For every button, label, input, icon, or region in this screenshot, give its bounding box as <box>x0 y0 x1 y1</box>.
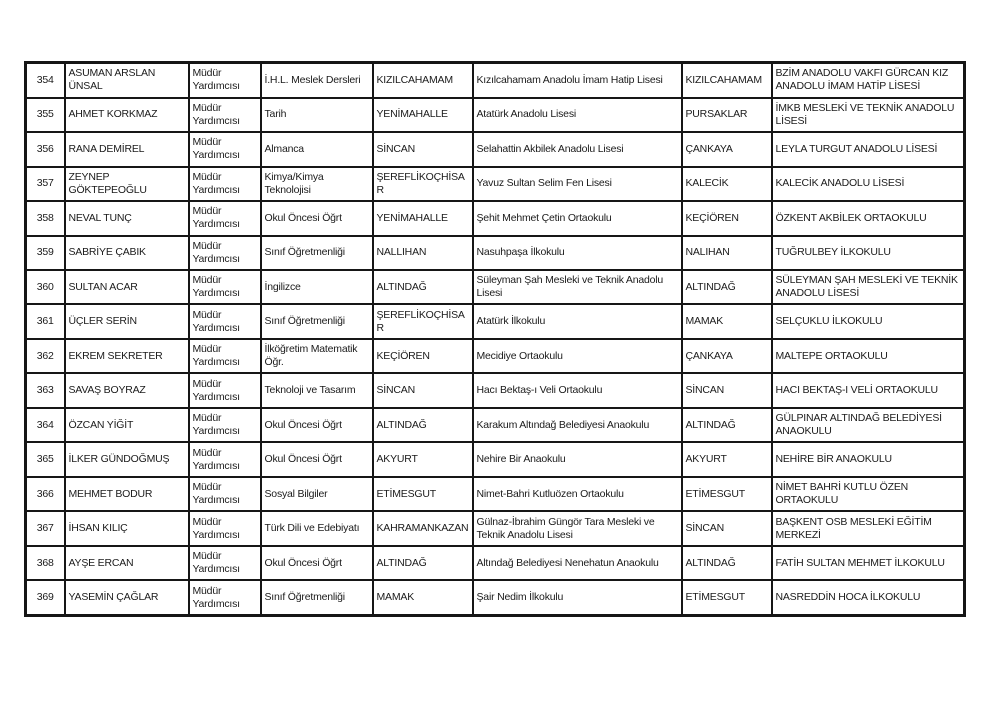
cell-district-from: ETİMESGUT <box>373 477 473 511</box>
cell-title: Müdür Yardımcısı <box>189 477 261 511</box>
cell-school-from: Mecidiye Ortaokulu <box>473 339 682 373</box>
cell-no: 356 <box>26 132 65 166</box>
cell-name: ASUMAN ARSLAN ÜNSAL <box>65 63 189 98</box>
cell-name: AYŞE ERCAN <box>65 546 189 580</box>
cell-district-to: NALIHAN <box>682 236 772 270</box>
cell-branch: Okul Öncesi Öğrt <box>261 546 373 580</box>
cell-district-from: KIZILCAHAMAM <box>373 63 473 98</box>
cell-branch: Okul Öncesi Öğrt <box>261 201 373 235</box>
cell-name: İLKER GÜNDOĞMUŞ <box>65 442 189 476</box>
cell-no: 359 <box>26 236 65 270</box>
cell-school-to: GÜLPINAR ALTINDAĞ BELEDİYESİ ANAOKULU <box>772 408 965 442</box>
cell-title: Müdür Yardımcısı <box>189 304 261 338</box>
cell-branch: Türk Dili ve Edebiyatı <box>261 511 373 545</box>
cell-district-to: PURSAKLAR <box>682 98 772 132</box>
cell-school-to: BZİM ANADOLU VAKFI GÜRCAN KIZ ANADOLU İMAM HATİP LİSESİ <box>772 63 965 98</box>
cell-name: SABRİYE ÇABIK <box>65 236 189 270</box>
cell-district-to: KIZILCAHAMAM <box>682 63 772 98</box>
cell-school-from: Yavuz Sultan Selim Fen Lisesi <box>473 167 682 201</box>
cell-title: Müdür Yardımcısı <box>189 546 261 580</box>
cell-no: 369 <box>26 580 65 615</box>
cell-no: 360 <box>26 270 65 304</box>
cell-school-to: NEHİRE BİR ANAOKULU <box>772 442 965 476</box>
cell-branch: İ.H.L. Meslek Dersleri <box>261 63 373 98</box>
cell-name: SAVAŞ BOYRAZ <box>65 373 189 407</box>
cell-district-to: ÇANKAYA <box>682 132 772 166</box>
cell-school-to: BAŞKENT OSB MESLEKİ EĞİTİM MERKEZİ <box>772 511 965 545</box>
cell-name: EKREM SEKRETER <box>65 339 189 373</box>
table-row <box>26 408 965 442</box>
cell-school-to: KALECİK ANADOLU LİSESİ <box>772 167 965 201</box>
cell-title: Müdür Yardımcısı <box>189 408 261 442</box>
cell-title: Müdür Yardımcısı <box>189 580 261 615</box>
assignment-table-container <box>24 61 963 617</box>
cell-school-to: SELÇUKLU İLKOKULU <box>772 304 965 338</box>
cell-school-from: Selahattin Akbilek Anadolu Lisesi <box>473 132 682 166</box>
cell-branch: Okul Öncesi Öğrt <box>261 408 373 442</box>
cell-school-to: NASREDDİN HOCA İLKOKULU <box>772 580 965 615</box>
cell-no: 355 <box>26 98 65 132</box>
cell-school-from: Hacı Bektaş-ı Veli Ortaokulu <box>473 373 682 407</box>
cell-title: Müdür Yardımcısı <box>189 201 261 235</box>
table-row <box>26 236 965 270</box>
cell-district-to: ALTINDAĞ <box>682 270 772 304</box>
cell-school-to: ÖZKENT AKBİLEK ORTAOKULU <box>772 201 965 235</box>
cell-school-to: MALTEPE ORTAOKULU <box>772 339 965 373</box>
cell-name: ÜÇLER SERİN <box>65 304 189 338</box>
table-row <box>26 63 965 98</box>
cell-title: Müdür Yardımcısı <box>189 132 261 166</box>
cell-school-to: TUĞRULBEY İLKOKULU <box>772 236 965 270</box>
cell-school-to: LEYLA TURGUT ANADOLU LİSESİ <box>772 132 965 166</box>
cell-branch: Okul Öncesi Öğrt <box>261 442 373 476</box>
cell-district-from: AKYURT <box>373 442 473 476</box>
cell-district-from: KEÇİÖREN <box>373 339 473 373</box>
cell-title: Müdür Yardımcısı <box>189 339 261 373</box>
cell-no: 368 <box>26 546 65 580</box>
cell-no: 367 <box>26 511 65 545</box>
cell-no: 357 <box>26 167 65 201</box>
cell-school-from: Kızılcahamam Anadolu İmam Hatip Lisesi <box>473 63 682 98</box>
cell-no: 363 <box>26 373 65 407</box>
cell-district-from: ŞEREFLİKOÇHİSAR <box>373 167 473 201</box>
table-row <box>26 201 965 235</box>
cell-district-to: KEÇİÖREN <box>682 201 772 235</box>
cell-school-from: Nehire Bir Anaokulu <box>473 442 682 476</box>
cell-name: SULTAN ACAR <box>65 270 189 304</box>
cell-school-from: Nimet-Bahri Kutluözen Ortaokulu <box>473 477 682 511</box>
cell-name: NEVAL TUNÇ <box>65 201 189 235</box>
cell-no: 362 <box>26 339 65 373</box>
table-row <box>26 98 965 132</box>
cell-title: Müdür Yardımcısı <box>189 270 261 304</box>
cell-name: AHMET KORKMAZ <box>65 98 189 132</box>
cell-school-from: Nasuhpaşa İlkokulu <box>473 236 682 270</box>
cell-district-from: ALTINDAĞ <box>373 408 473 442</box>
cell-district-to: ÇANKAYA <box>682 339 772 373</box>
cell-title: Müdür Yardımcısı <box>189 98 261 132</box>
cell-district-to: ETİMESGUT <box>682 580 772 615</box>
cell-title: Müdür Yardımcısı <box>189 63 261 98</box>
cell-title: Müdür Yardımcısı <box>189 236 261 270</box>
cell-branch: İlköğretim Matematik Öğr. <box>261 339 373 373</box>
cell-district-from: ALTINDAĞ <box>373 546 473 580</box>
cell-district-to: SİNCAN <box>682 373 772 407</box>
cell-district-from: ALTINDAĞ <box>373 270 473 304</box>
cell-district-to: ETİMESGUT <box>682 477 772 511</box>
cell-name: ZEYNEP GÖKTEPEOĞLU <box>65 167 189 201</box>
cell-branch: Tarih <box>261 98 373 132</box>
cell-no: 354 <box>26 63 65 98</box>
cell-name: RANA DEMİREL <box>65 132 189 166</box>
cell-school-to: SÜLEYMAN ŞAH MESLEKİ VE TEKNİK ANADOLU LİSESİ <box>772 270 965 304</box>
table-row <box>26 167 965 201</box>
table-row <box>26 477 965 511</box>
cell-name: ÖZCAN YİĞİT <box>65 408 189 442</box>
cell-school-from: Karakum Altındağ Belediyesi Anaokulu <box>473 408 682 442</box>
cell-district-to: AKYURT <box>682 442 772 476</box>
cell-district-to: MAMAK <box>682 304 772 338</box>
cell-district-from: SİNCAN <box>373 373 473 407</box>
cell-district-from: NALLIHAN <box>373 236 473 270</box>
cell-school-from: Gülnaz-İbrahim Güngör Tara Mesleki ve Teknik Anadolu Lisesi <box>473 511 682 545</box>
cell-title: Müdür Yardımcısı <box>189 167 261 201</box>
table-body <box>26 63 965 616</box>
cell-name: İHSAN KILIÇ <box>65 511 189 545</box>
cell-title: Müdür Yardımcısı <box>189 442 261 476</box>
cell-name: MEHMET BODUR <box>65 477 189 511</box>
cell-branch: Sınıf Öğretmenliği <box>261 236 373 270</box>
cell-title: Müdür Yardımcısı <box>189 511 261 545</box>
cell-no: 358 <box>26 201 65 235</box>
table-row <box>26 339 965 373</box>
cell-school-to: NİMET BAHRİ KUTLU ÖZEN ORTAOKULU <box>772 477 965 511</box>
cell-no: 364 <box>26 408 65 442</box>
cell-branch: İngilizce <box>261 270 373 304</box>
table-row <box>26 132 965 166</box>
cell-school-to: FATİH SULTAN MEHMET İLKOKULU <box>772 546 965 580</box>
cell-branch: Kimya/Kimya Teknolojisi <box>261 167 373 201</box>
cell-district-from: YENİMAHALLE <box>373 98 473 132</box>
cell-school-from: Atatürk Anadolu Lisesi <box>473 98 682 132</box>
table-row <box>26 442 965 476</box>
table-row <box>26 373 965 407</box>
cell-school-to: HACI BEKTAŞ-I VELİ ORTAOKULU <box>772 373 965 407</box>
cell-branch: Teknoloji ve Tasarım <box>261 373 373 407</box>
table-row <box>26 511 965 545</box>
cell-title: Müdür Yardımcısı <box>189 373 261 407</box>
cell-school-from: Şehit Mehmet Çetin Ortaokulu <box>473 201 682 235</box>
cell-district-from: ŞEREFLİKOÇHİSAR <box>373 304 473 338</box>
cell-district-from: YENİMAHALLE <box>373 201 473 235</box>
cell-name: YASEMİN ÇAĞLAR <box>65 580 189 615</box>
table-row <box>26 270 965 304</box>
assignment-table <box>24 61 966 617</box>
table-row <box>26 304 965 338</box>
table-row <box>26 580 965 615</box>
cell-school-from: Süleyman Şah Mesleki ve Teknik Anadolu Lisesi <box>473 270 682 304</box>
table-row <box>26 546 965 580</box>
cell-district-from: SİNCAN <box>373 132 473 166</box>
cell-branch: Sosyal Bilgiler <box>261 477 373 511</box>
cell-district-to: KALECİK <box>682 167 772 201</box>
cell-no: 361 <box>26 304 65 338</box>
cell-district-from: MAMAK <box>373 580 473 615</box>
cell-school-to: İMKB MESLEKİ VE TEKNİK ANADOLU LİSESİ <box>772 98 965 132</box>
cell-district-to: ALTINDAĞ <box>682 408 772 442</box>
cell-no: 365 <box>26 442 65 476</box>
cell-district-to: SİNCAN <box>682 511 772 545</box>
cell-school-from: Altındağ Belediyesi Nenehatun Anaokulu <box>473 546 682 580</box>
cell-no: 366 <box>26 477 65 511</box>
cell-branch: Almanca <box>261 132 373 166</box>
cell-district-to: ALTINDAĞ <box>682 546 772 580</box>
cell-branch: Sınıf Öğretmenliği <box>261 304 373 338</box>
cell-branch: Sınıf Öğretmenliği <box>261 580 373 615</box>
cell-school-from: Atatürk İlkokulu <box>473 304 682 338</box>
cell-district-from: KAHRAMANKAZAN <box>373 511 473 545</box>
cell-school-from: Şair Nedim İlkokulu <box>473 580 682 615</box>
